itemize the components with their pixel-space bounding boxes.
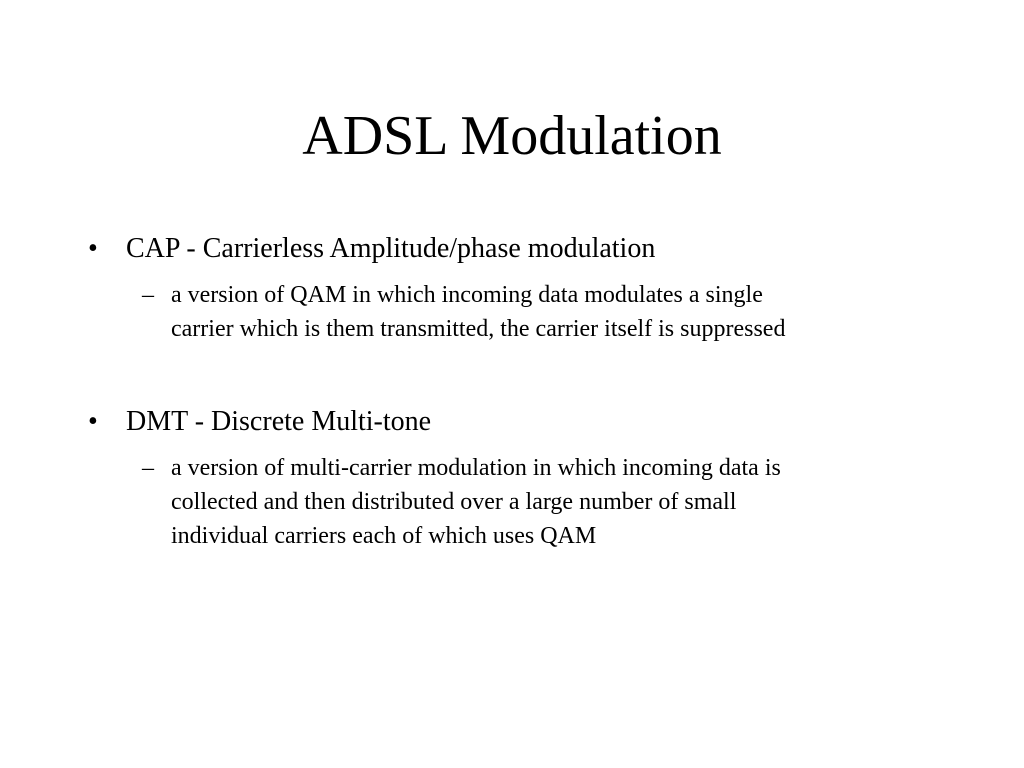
sub-bullet-mark: – [142, 282, 154, 308]
bullet-text: CAP - Carrierless Amplitude/phase modulation [126, 233, 656, 264]
sub-bullet-line: a version of multi-carrier modulation in which incoming data is [171, 455, 781, 481]
sub-bullet-line: a version of QAM in which incoming data modulates a single [171, 282, 763, 308]
bullet-text: DMT - Discrete Multi-tone [126, 406, 432, 437]
sub-bullet-text [171, 451, 931, 553]
sub-bullet-mark: – [142, 455, 154, 481]
slide-title: ADSL Modulation [302, 105, 722, 167]
sub-bullet-line: carrier which is them transmitted, the carrier itself is suppressed [171, 316, 786, 342]
sub-bullet-line: individual carriers each of which uses QAM [171, 523, 597, 549]
bullet-mark: • [88, 406, 98, 437]
sub-bullet-line: collected and then distributed over a large number of small [171, 489, 737, 515]
bullet-mark: • [88, 233, 98, 264]
sub-bullet-text [171, 278, 931, 346]
